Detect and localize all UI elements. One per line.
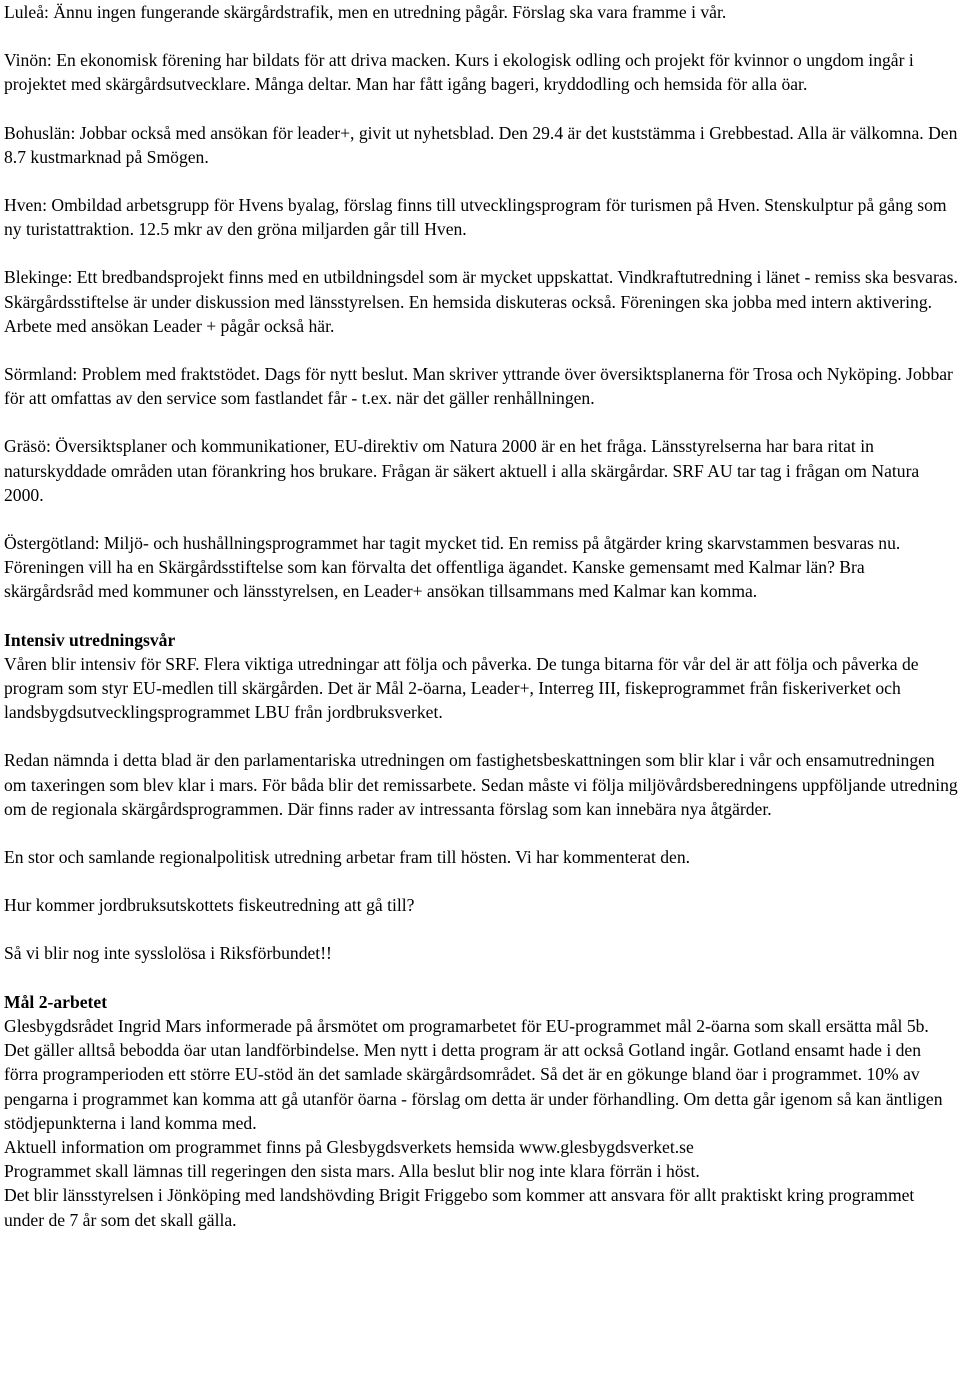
paragraph-utredning-fiskeutredning: Hur kommer jordbruksutskottets fiskeutredning att gå till? xyxy=(4,895,415,916)
document-page xyxy=(4,0,958,1232)
paragraph-mal2-lansstyrelsen: Det blir länsstyrelsen i Jönköping med landshövding Brigit Friggebo som kommer att ansvara för allt praktiskt kring programmet under de 7 år som det skall gälla. xyxy=(4,1185,915,1230)
paragraph-hven: Hven: Ombildad arbetsgrupp för Hvens byalag, förslag finns till utvecklingsprogram för turismen på Hven. Stenskulptur på gång som ny turistattraktion. 12.5 mkr av den gröna miljarden går till Hven. xyxy=(4,195,947,240)
paragraph-graso: Gräsö: Översiktsplaner och kommunikationer, EU-direktiv om Natura 2000 är en het fråga. Länsstyrelserna har bara ritat in naturskyddade områden utan förankring hos brukare. Frågan är säkert aktuell i alla skärgårdar. SRF AU tar tag i frågan om Natura 2000. xyxy=(4,436,920,505)
section-intensiv-utredningsvar xyxy=(4,628,958,966)
paragraph-utredning-parlamentariska: Redan nämnda i detta blad är den parlamentariska utredningen om fastighetsbeskattningen som blir klar i vår och ensamutredningen om taxeringen som blev klar i mars. För båda blir det remissarbete. Sedan måste vi följa miljövårdsberedningens uppföljande utredning om de regionala skärgårdsprogrammen. Där finns rader av intressanta förslag som kan innebära nya åtgärder. xyxy=(4,750,958,819)
paragraph-ostergotland: Östergötland: Miljö- och hushållningsprogrammet har tagit mycket tid. En remiss på åtgärder kring skarvstammen besvaras nu. Föreningen vill ha en Skärgårdsstiftelse som kan förvalta det offentliga ägandet. Kanske gemensamt med Kalmar län? Bra skärgårdsråd med kommuner och länsstyrelsen, en Leader+ ansökan tillsammans med Kalmar kan komma. xyxy=(4,533,901,602)
paragraph-lulea: Luleå: Ännu ingen fungerande skärgårdstrafik, men en utredning pågår. Förslag ska vara framme i vår. xyxy=(4,2,727,22)
paragraph-utredning-sysslolosa: Så vi blir nog inte sysslolösa i Riksförbundet!! xyxy=(4,943,332,964)
paragraph-mal2-hemsida: Aktuell information om programmet finns på Glesbygdsverkets hemsida www.glesbygdsverket.se xyxy=(4,1136,694,1157)
paragraph-mal2-regeringen: Programmet skall lämnas till regeringen den sista mars. Alla beslut blir nog inte klara förrän i höst. xyxy=(4,1161,700,1182)
section-heading-utredning: Intensiv utredningsvår xyxy=(4,629,176,650)
section-mal2-arbetet xyxy=(4,990,958,1232)
section-heading-mal2: Mål 2-arbetet xyxy=(4,991,108,1012)
paragraph-blekinge: Blekinge: Ett bredbandsprojekt finns med en utbildningsdel som är mycket uppskattat. Vindkraftutredning i länet - remiss ska besvaras. Skärgårdsstiftelse är under diskussion med länsstyrelsen. En hemsida diskuteras också. Föreningen ska jobba med intern aktivering. Arbete med ansökan Leader + pågår också här. xyxy=(4,267,958,336)
paragraph-utredning-regionalpolitisk: En stor och samlande regionalpolitisk utredning arbetar fram till hösten. Vi har kommenterat den. xyxy=(4,847,691,868)
paragraph-mal2-info: Glesbygdsrådet Ingrid Mars informerade på årsmötet om programarbetet för EU-programmet mål 2-öarna som skall ersätta mål 5b. Det gäller alltså bebodda öar utan landförbindelse. Men nytt i detta program är att också Gotland ingår. Gotland ensamt hade i den förra programperioden ett större EU-stöd än det samlade skärgårdsområdet. Så det är en gökunge bland öar i programmet. 10% av pengarna i programmet kan komma att gå utanför öarna - förslag om detta är under förhandling. Om detta går igenom så kan äntligen stödjepunkterna i land komma med. xyxy=(4,1015,943,1133)
paragraph-sormland: Sörmland: Problem med fraktstödet. Dags för nytt beslut. Man skriver yttrande över översiktsplanerna för Trosa och Nyköping. Jobbar för att omfattas av den service som fastlandet får - t.ex. när det gäller renhållningen. xyxy=(4,364,953,409)
paragraph-utredning-intro: Våren blir intensiv för SRF. Flera viktiga utredningar att följa och påverka. De tunga bitarna för vår del är att följa och påverka de program som styr EU-medlen till skärgården. Det är Mål 2-öarna, Leader+, Interreg III, fiskeprogrammet från fiskeriverket och landsbygdsutvecklingsprogrammet LBU från jordbruksverket. xyxy=(4,653,919,723)
paragraph-bohuslan: Bohuslän: Jobbar också med ansökan för leader+, givit ut nyhetsblad. Den 29.4 är det kuststämma i Grebbestad. Alla är välkomna. Den 8.7 kustmarknad på Smögen. xyxy=(4,122,958,167)
paragraph-vinon: Vinön: En ekonomisk förening har bildats för att driva macken. Kurs i ekologisk odling och projekt för kvinnor o ungdom ingår i projektet med skärgårdsutvecklare. Många deltar. Man har fått igång bageri, kryddodling och hemsida för alla öar. xyxy=(4,50,914,95)
